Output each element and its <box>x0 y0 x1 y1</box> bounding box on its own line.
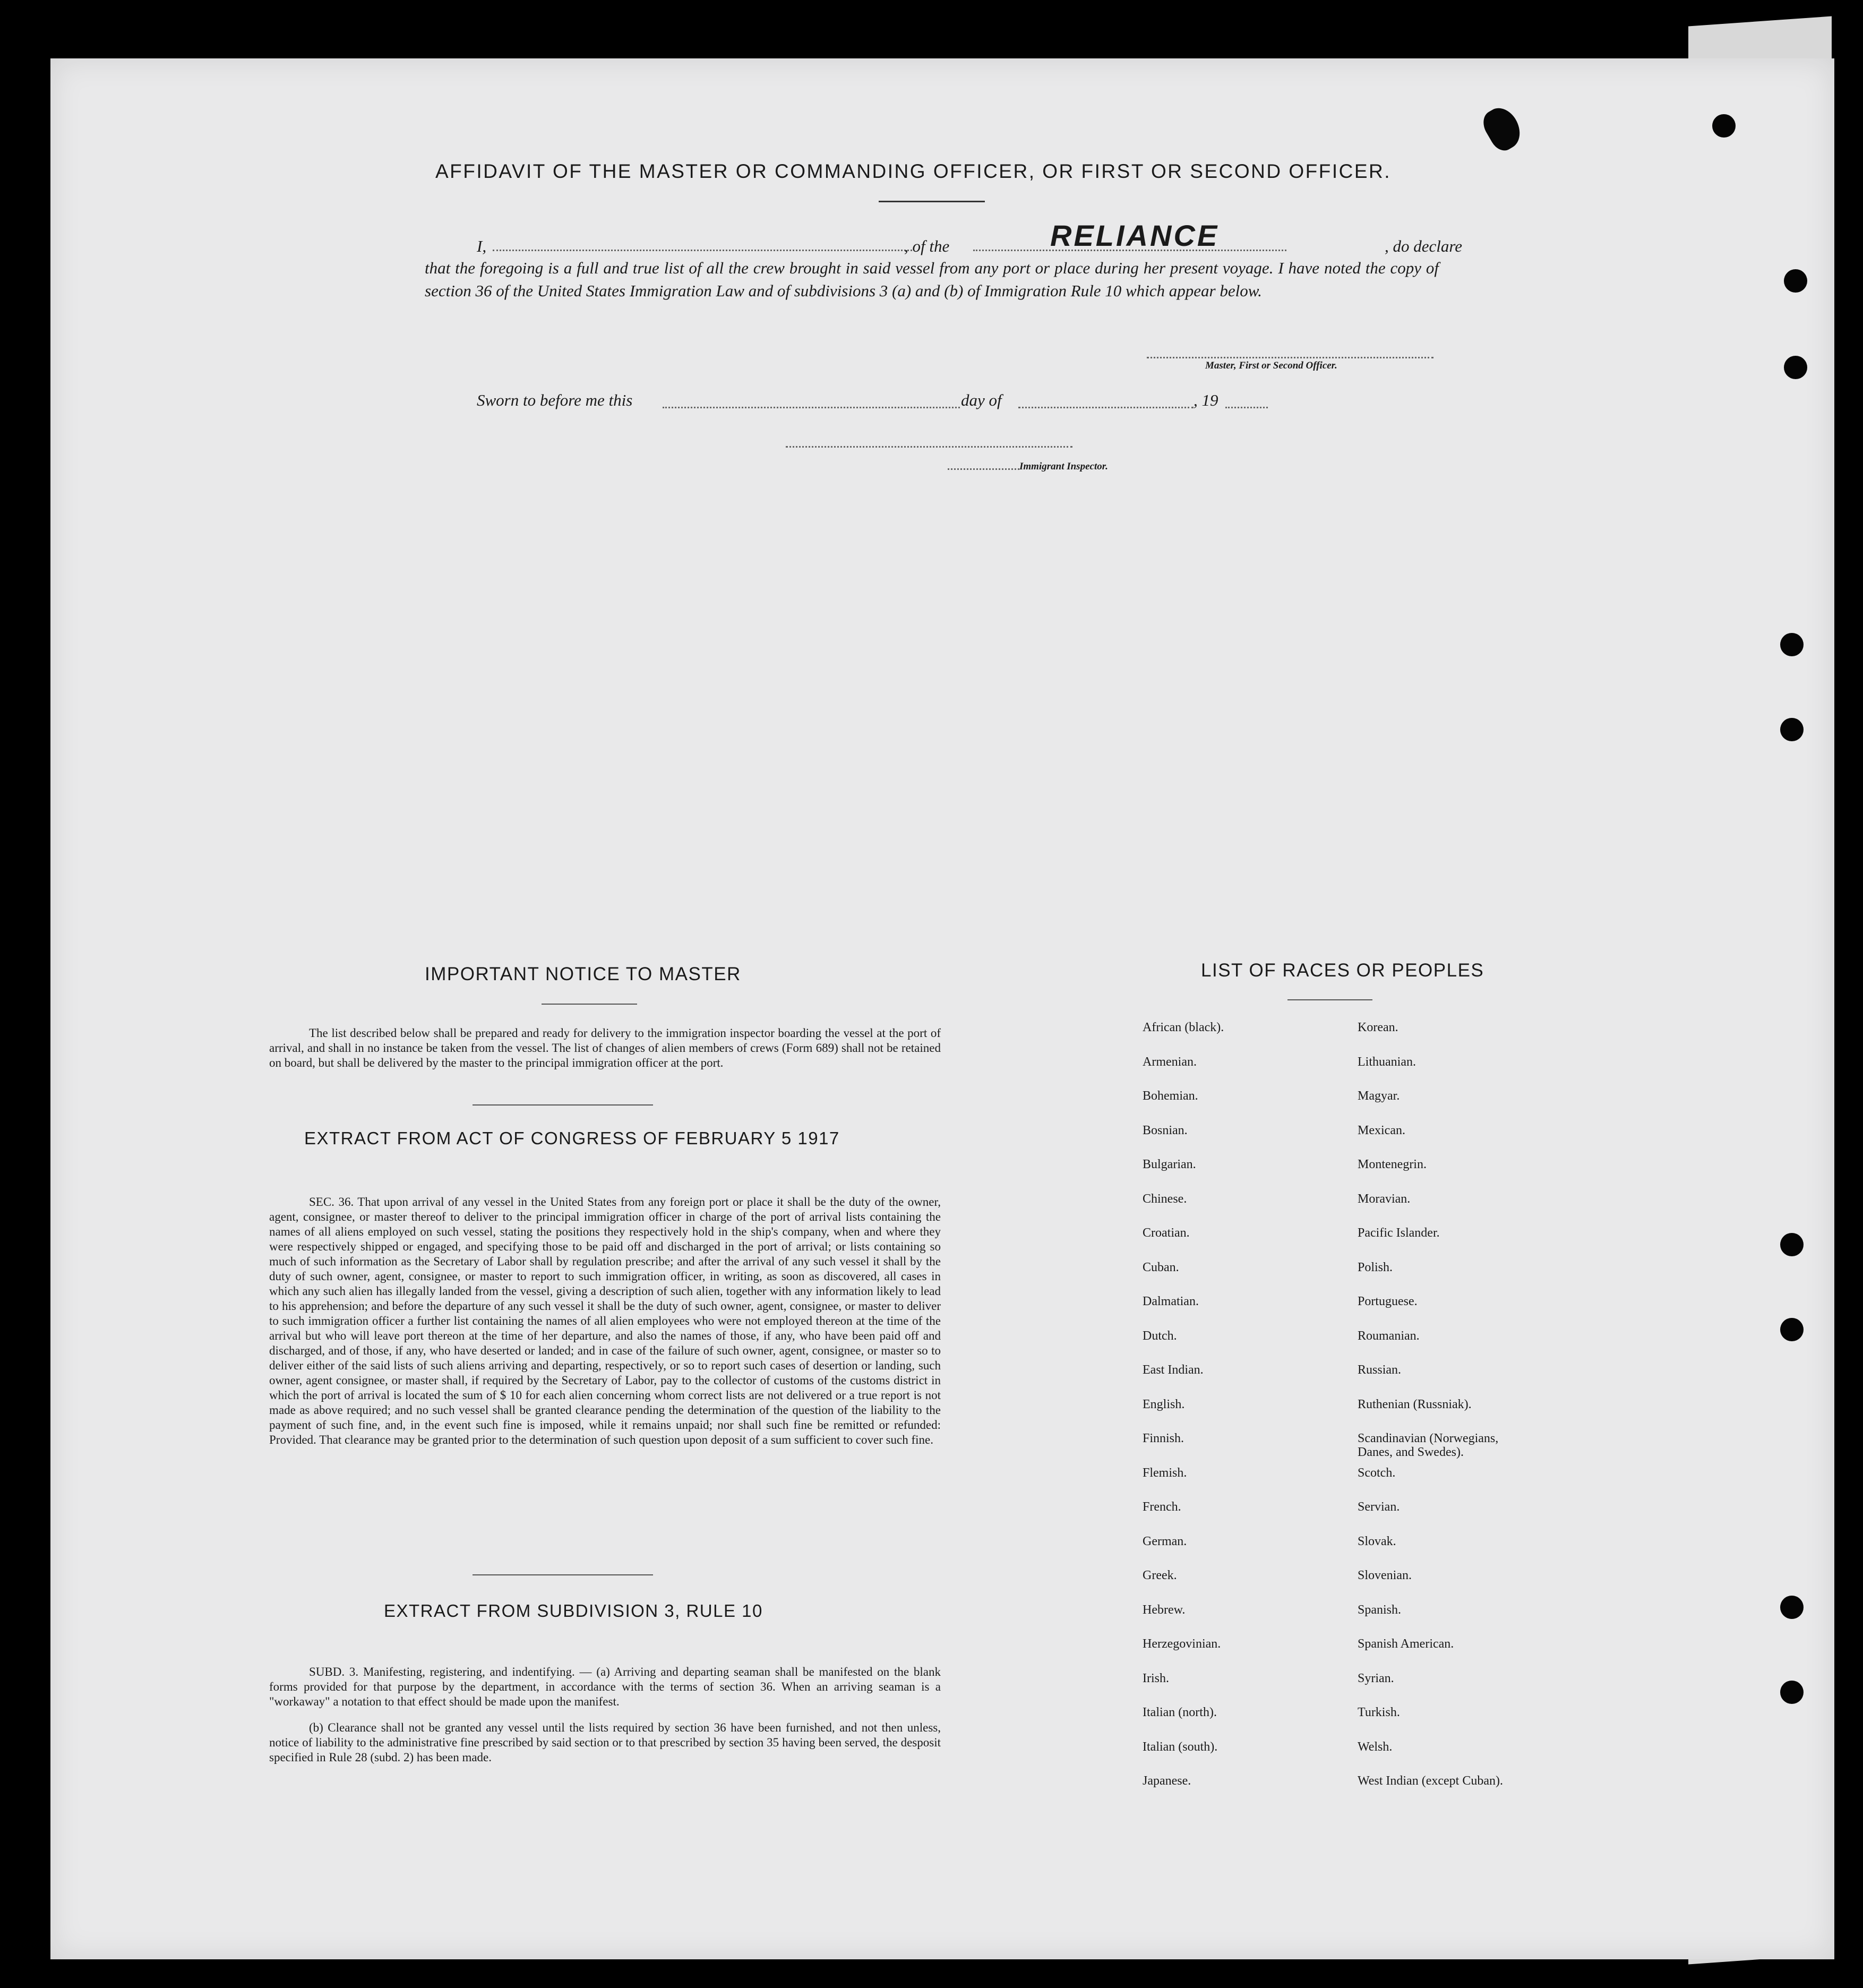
ink-blot <box>1478 102 1527 155</box>
race-item: Scandinavian (Norwegians, Danes, and Swedes). <box>1358 1432 1499 1459</box>
affidavit-title: AFFIDAVIT OF THE MASTER OR COMMANDING OFFICER, OR FIRST OR SECOND OFFICER. <box>435 160 1392 182</box>
race-item: Bohemian. <box>1143 1089 1198 1103</box>
of-the-label: , of the <box>904 237 950 255</box>
race-item: Korean. <box>1358 1021 1398 1034</box>
punch-hole <box>1712 114 1736 138</box>
section-divider <box>473 1574 653 1575</box>
race-item: Finnish. <box>1143 1432 1184 1445</box>
race-item: Servian. <box>1358 1500 1400 1514</box>
vessel-name: RELIANCE <box>1050 219 1220 252</box>
races-left-column <box>1143 1021 1355 1849</box>
race-item: Moravian. <box>1358 1192 1411 1206</box>
section-divider <box>473 1104 653 1106</box>
race-item: Lithuanian. <box>1358 1055 1416 1069</box>
race-item: Portuguese. <box>1358 1295 1418 1308</box>
punch-hole <box>1780 633 1804 656</box>
race-item: Spanish American. <box>1358 1637 1454 1651</box>
master-signature-field[interactable] <box>1147 357 1433 358</box>
do-declare-label: , do declare <box>1385 237 1463 255</box>
race-item: Spanish. <box>1358 1603 1402 1617</box>
race-item: East Indian. <box>1143 1363 1204 1377</box>
race-item: Russian. <box>1358 1363 1402 1377</box>
i-label: I, <box>477 237 487 255</box>
race-item: Italian (south). <box>1143 1740 1218 1754</box>
punch-hole <box>1784 269 1807 293</box>
race-item: Slovenian. <box>1358 1569 1412 1582</box>
races-underline <box>1287 999 1372 1000</box>
race-item: Welsh. <box>1358 1740 1393 1754</box>
race-item: Montenegrin. <box>1358 1158 1427 1171</box>
race-item: Irish. <box>1143 1672 1169 1685</box>
inspector-signature-field[interactable] <box>786 446 1072 448</box>
act-extract-body: SEC. 36. That upon arrival of any vessel in the United States from any foreign port or place it shall be the duty of the owner, agent, consignee, or master thereof to deliver to the principal immigration officer in charge of the port of arrival lists containing the names of all aliens employed on such vessel, stating the positions they respectively hold in the ship's company, when and where they were respectively shipped or engaged, and specifying those to be paid off and discharged in the port of arrival; or lists containing so much of such information as the Secretary of Labor shall by regulation prescribe; and after the arrival of any such vessel it shall by the duty of such owner, agent, consignee, or master to report to such immigration officer, in writing, as soon as discovered, all cases in which any such alien has illegally landed from the vessel, giving a description of such alien, together with any information likely to lead to his apprehension; and before the departure of any such vessel it shall be the duty of such owner, agent, consignee, or master to deliver to such immigration officer a further list containing the names of all alien employees who were not employed thereon at the time of the arrival but who will leave port thereon at the time of her departure, and also the names of those, if any, who have been paid off and discharged, and of those, if any, who have deserted or landed; and in case of the failure of such owner, agent, consignee, or master so to deliver either of the said lists of such aliens arriving and departing, respectively, or so to report such cases of desertion or landing, such owner, agent consignee, or master shall, if required by the Secretary of Labor, pay to the collector of customs of the customs district in which the port of arrival is located the sum of $ 10 for each alien concerning whom correct lists are not delivered or a true report is not made as above required; and no such vessel shall be granted clearance pending the determination of the question of the liability to the payment of such fine, and, in the event such fine is imposed, while it remains unpaid; nor shall such fine be remitted or refunded: Provided. That clearance may be granted prior to the determination of such question upon deposit of a sum sufficient to cover such fine. <box>269 1195 941 1446</box>
act-extract-title: EXTRACT FROM ACT OF CONGRESS OF FEBRUARY 5 1917 <box>304 1128 840 1148</box>
sworn-month-field[interactable] <box>1018 407 1194 408</box>
affidavit-body: that the foregoing is a full and true list of all the crew brought in said vessel from any port or place during her present voyage. I have noted the copy of section 36 of the United States Immigration Law and of subdivisions 3 (a) and (b) of Immigration Rule 10 which appear below. <box>425 259 1439 300</box>
race-item: Italian (north). <box>1143 1706 1217 1719</box>
declarant-line <box>477 219 1491 256</box>
race-item: Bosnian. <box>1143 1124 1188 1137</box>
inspector-signature-lead <box>948 468 1019 470</box>
race-item: Cuban. <box>1143 1261 1179 1274</box>
punch-hole <box>1780 718 1804 741</box>
inspector-label: Immigrant Inspector. <box>1019 461 1108 472</box>
race-item: Herzegovinian. <box>1143 1637 1221 1651</box>
rule-extract-para-b: (b) Clearance shall not be granted any vessel until the lists required by section 36 have been furnished, and not then unless, notice of liability to the administrative fine prescribed by said section or to that prescribed by section 35 having been served, the desposit specified in Rule 28 (subd. 2) has been made. <box>269 1721 941 1764</box>
race-item: Bulgarian. <box>1143 1158 1196 1171</box>
race-item: Croatian. <box>1143 1226 1190 1240</box>
race-item: Greek. <box>1143 1569 1177 1582</box>
race-item: Ruthenian (Russniak). <box>1358 1398 1472 1411</box>
document-page <box>50 58 1834 1959</box>
sworn-year-field[interactable] <box>1225 407 1268 408</box>
races-title: LIST OF RACES OR PEOPLES <box>1201 960 1484 981</box>
notice-body: The list described below shall be prepared and ready for delivery to the immigration inspector boarding the vessel at the port of arrival, and shall in no instance be taken from the vessel. The list of changes of alien members of crews (Form 689) shall not be retained on board, but shall be delivered by the master to the principal immigration officer at the port. <box>269 1026 941 1069</box>
race-item: Turkish. <box>1358 1706 1400 1719</box>
races-right-column <box>1358 1021 1607 1849</box>
race-item: Dalmatian. <box>1143 1295 1199 1308</box>
race-item: Hebrew. <box>1143 1603 1186 1617</box>
race-item: French. <box>1143 1500 1181 1514</box>
race-item: Armenian. <box>1143 1055 1197 1069</box>
punch-hole <box>1780 1318 1804 1341</box>
rule-extract-title: EXTRACT FROM SUBDIVISION 3, RULE 10 <box>384 1601 763 1621</box>
punch-hole <box>1780 1233 1804 1256</box>
notice-underline <box>542 1004 637 1005</box>
race-item: Roumanian. <box>1358 1329 1420 1343</box>
race-item: English. <box>1143 1398 1185 1411</box>
race-item: Magyar. <box>1358 1089 1400 1103</box>
sworn-line <box>477 389 1326 415</box>
race-item: German. <box>1143 1535 1187 1548</box>
title-underline <box>879 201 985 202</box>
race-item: Mexican. <box>1358 1124 1405 1137</box>
race-item: Japanese. <box>1143 1774 1191 1788</box>
race-item: Polish. <box>1358 1261 1393 1274</box>
day-of-label: day of <box>961 391 1002 409</box>
race-item: Chinese. <box>1143 1192 1187 1206</box>
punch-hole <box>1780 1596 1804 1619</box>
sworn-label: Sworn to before me this <box>477 391 633 409</box>
punch-hole <box>1784 356 1807 379</box>
master-signature-label: Master, First or Second Officer. <box>1205 360 1337 371</box>
rule-extract-para-a: SUBD. 3. Manifesting, registering, and indentifying. — (a) Arriving and departing seaman shall be manifested on the blank forms provided for that purpose by the department, in accordance with the terms of section 36. When an arriving seaman is a "workaway" a notation to that effect should be made upon the manifest. <box>269 1665 941 1708</box>
race-item: Flemish. <box>1143 1466 1187 1480</box>
declarant-name-field[interactable] <box>493 250 912 251</box>
sworn-day-field[interactable] <box>663 407 960 408</box>
race-item: African (black). <box>1143 1021 1224 1034</box>
race-item: Pacific Islander. <box>1358 1226 1440 1240</box>
notice-title: IMPORTANT NOTICE TO MASTER <box>425 964 741 984</box>
race-item: Dutch. <box>1143 1329 1177 1343</box>
race-item: Syrian. <box>1358 1672 1394 1685</box>
punch-hole <box>1780 1681 1804 1704</box>
race-item: West Indian (except Cuban). <box>1358 1774 1503 1788</box>
year-label: , 19 <box>1194 391 1218 409</box>
race-item: Slovak. <box>1358 1535 1396 1548</box>
race-item: Scotch. <box>1358 1466 1396 1480</box>
